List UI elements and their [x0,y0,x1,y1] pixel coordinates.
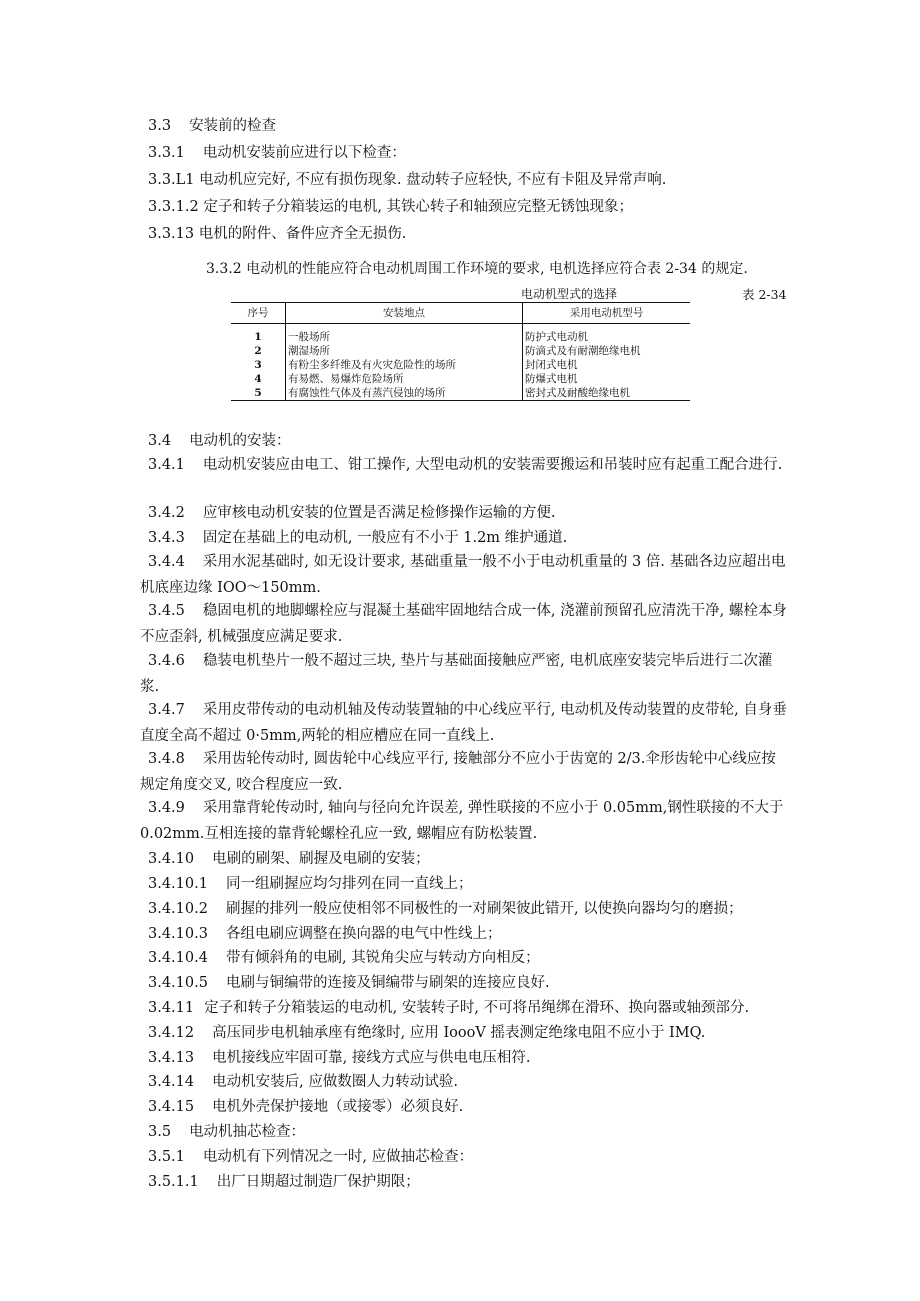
paragraph-text: 采用皮带传动的电动机轴及传动装置轴的中心线应平行, 电动机及传动装置的皮带轮, 自身垂直度全高不超过 0·5mm,两轮的相应槽应在同一直线上. [140,702,787,744]
item-text: 出厂日期超过制造厂保护期限； [216,1174,420,1190]
row-place: 有易燃、易爆炸危险场所 [286,372,523,386]
paragraph-text: 采用水泥基础时, 如无设计要求, 基础重量一般不小于电动机重量的 3 倍. 基础各边应超出电机底座边缘 IOO～150mm. [140,554,786,596]
paragraph-number: 3.4.3 [148,530,185,546]
section-number: 3.4 [148,433,172,449]
section-number: 3.3.1 [148,145,185,161]
item-3-4-15 [148,1097,463,1117]
row-type: 防爆式电机 [523,372,691,386]
item-text: 电动机抽芯检查： [189,1124,306,1140]
item-number: 3.5.1 [148,1149,185,1165]
item-3-4-14 [148,1072,458,1092]
row-place: 潮湿场所 [286,344,523,358]
paragraph-number: 3.4.4 [148,554,185,570]
item-3-4-10-2 [148,899,743,919]
item-text: 定子和转子分箱装运的电动机, 安装转子时, 不可将吊绳绑在滑环、换向器或轴颈部分. [204,1000,750,1016]
item-text: 电机接线应牢固可靠, 接线方式应与供电电压相符. [212,1050,531,1066]
table-row [231,372,690,386]
paragraph-number: 3.4.2 [148,505,185,521]
item-text: 高压同步电机轴承座有绝缘时, 应用 IoooV 摇表测定绝缘电阻不应小于 IMQ. [212,1025,706,1041]
paragraph-text: 采用靠背轮传动时, 轴向与径向允许误差, 弹性联接的不应小于 0.05mm,钢性联接的不大于 0.02mm.互相连接的靠背轮螺栓孔应一致, 螺帽应有防松装置. [140,800,784,842]
section-3-3-1 [148,143,406,163]
section-title: 电动机的安装： [189,433,291,449]
row-no: 4 [254,372,262,385]
paragraph-number: 3.4.1 [148,457,185,473]
table-row [231,386,690,401]
paragraph-text: 应审核电动机安装的位置是否满足检修操作运输的方便. [202,505,556,521]
item-3-5-1-1 [148,1172,420,1192]
row-type: 封闭式电机 [523,358,691,372]
paragraph-3-4-3 [140,525,788,551]
item-3-5-1 [148,1147,473,1167]
item-number: 3.4.12 [148,1025,195,1041]
item-text: 各组电刷应调整在换向器的电气中性线上； [225,926,502,942]
row-place: 有粉尘多纤维及有火灾危险性的场所 [286,358,523,372]
item-text: 同一组刷握应均匀排列在同一直线上； [225,876,473,892]
header-place: 安装地点 [286,303,523,324]
table-row [231,330,690,344]
motor-type-table [231,302,690,401]
item-number: 3.4.14 [148,1074,195,1090]
section-3-3-heading [148,116,276,136]
table-row [231,358,690,372]
item-text: 电动机安装后, 应做数圈人力转动试验. [212,1074,458,1090]
item-text: 电刷的刷架、刷握及电刷的安装； [212,851,430,867]
item-text: 电机外壳保护接地（或接零）必须良好. [212,1099,464,1115]
section-3-3-2: 3.3.2 电动机的性能应符合电动机周围工作环境的要求, 电机选择应符合表 2-34 的规定. [206,261,748,277]
paragraph-3-4-1 [140,452,788,478]
section-3-5-heading [148,1122,305,1142]
row-place: 一般场所 [286,330,523,344]
item-text: 电刷与铜编带的连接及铜编带与刷架的连接应良好. [225,975,550,991]
item-3-4-10-1 [148,874,472,894]
paragraph-number: 3.4.7 [148,702,185,718]
item-text: 电动机有下列情况之一时, 应做抽芯检查： [202,1149,474,1165]
item-number: 3.5.1.1 [148,1174,199,1190]
item-3-4-10-5 [148,973,550,993]
item-3-4-10-4 [148,948,540,968]
paragraph-3-4-4 [140,549,788,601]
paragraph-text: 稳装电机垫片一般不超过三块, 垫片与基础面接触应严密, 电机底座安装完毕后进行二次灌浆. [140,653,773,695]
item-3-4-10-3 [148,924,501,944]
row-type: 防滴式及有耐潮绝缘电机 [523,344,691,358]
item-number: 3.4.11 [148,1000,195,1016]
paragraph-3-4-8 [140,746,788,798]
item-3-3-1-2: 3.3.1.2 定子和转子分箱装运的电机, 其铁心转子和轴颈应完整无锈蚀现象； [148,199,634,215]
paragraph-number: 3.4.8 [148,751,185,767]
paragraph-number: 3.4.5 [148,603,185,619]
paragraph-number: 3.4.6 [148,653,185,669]
item-3-4-10 [148,849,430,869]
row-no: 5 [254,386,262,399]
item-number: 3.4.10.5 [148,975,208,991]
header-no: 序号 [231,303,286,324]
paragraph-3-4-7 [140,697,788,749]
paragraph-3-4-2 [140,500,788,526]
paragraph-3-4-9 [140,795,788,847]
item-text: 带有倾斜角的电刷, 其锐角尖应与转动方向相反； [225,950,540,966]
row-no: 3 [254,358,262,371]
table-number: 表 2-34 [742,287,787,302]
table-row [231,344,690,358]
item-3-4-12 [148,1023,705,1043]
row-type: 防护式电动机 [523,330,691,344]
paragraph-number: 3.4.9 [148,800,185,816]
paragraph-3-4-6 [140,648,788,700]
paragraph-text: 电动机安装应由电工、钳工操作, 大型电动机的安装需要搬运和吊装时应有起重工配合进行. [202,457,783,473]
item-text: 刷握的排列一般应使相邻不同极性的一对刷架彼此错开, 以使换向器均匀的磨损； [225,901,743,917]
row-type: 密封式及耐酸绝缘电机 [523,386,691,401]
row-no: 1 [254,330,262,343]
item-number: 3.4.15 [148,1099,195,1115]
table-caption: 电动机型式的选择 [521,287,618,301]
item-3-3-1-3: 3.3.13 电机的附件、备件应齐全无损伤. [148,226,407,242]
row-no: 2 [254,344,262,357]
section-title: 安装前的检查 [189,118,277,134]
item-3-4-11 [148,998,749,1018]
paragraph-text: 采用齿轮传动时, 圆齿轮中心线应平行, 接触部分不应小于齿宽的 2/3.伞形齿轮中心线应按规定角度交叉, 咬合程度应一致. [140,751,776,793]
paragraph-text: 稳固电机的地脚螺栓应与混凝土基础牢固地结合成一体, 浇灌前预留孔应清洗干净, 螺栓本身不应歪斜, 机械强度应满足要求. [140,603,787,645]
section-text: 电动机安装前应进行以下检查： [202,145,406,161]
item-number: 3.4.10.2 [148,901,208,917]
item-3-3-1-1: 3.3.L1 电动机应完好, 不应有损伤现象. 盘动转子应轻快, 不应有卡阻及异常声响. [148,172,667,188]
header-type: 采用电动机型号 [523,303,691,324]
item-number: 3.5 [148,1124,172,1140]
section-3-4-heading [148,431,291,451]
item-number: 3.4.13 [148,1050,195,1066]
item-number: 3.4.10 [148,851,195,867]
item-number: 3.4.10.4 [148,950,208,966]
row-place: 有腐蚀性气体及有蒸汽侵蚀的场所 [286,386,523,401]
item-number: 3.4.10.3 [148,926,208,942]
table-header-row [231,303,690,324]
section-number: 3.3 [148,118,172,134]
item-3-4-13 [148,1048,530,1068]
item-number: 3.4.10.1 [148,876,208,892]
paragraph-3-4-5 [140,598,788,650]
paragraph-text: 固定在基础上的电动机, 一般应有不小于 1.2m 维护通道. [202,530,568,546]
